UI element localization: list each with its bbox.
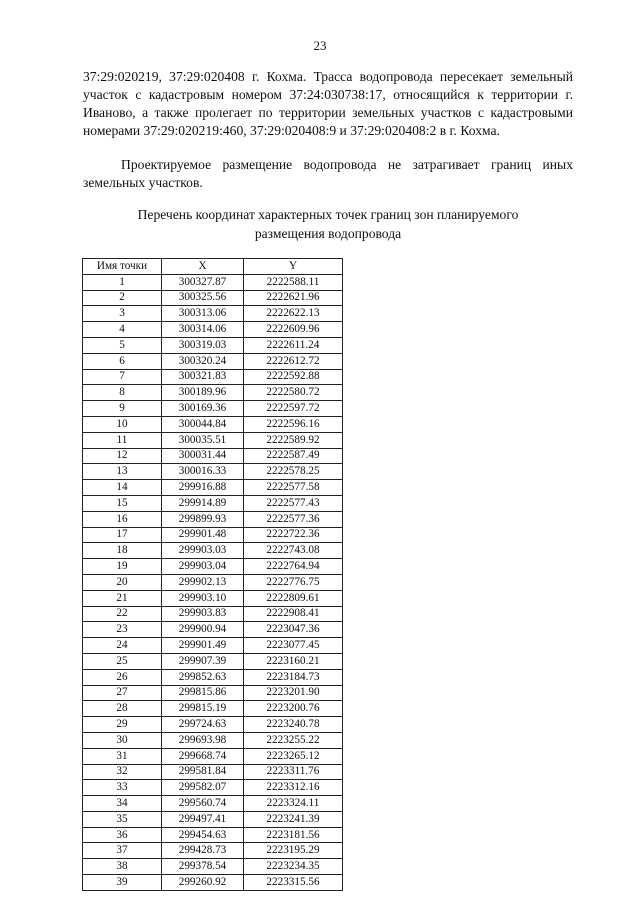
- cell-y: 2223200.76: [244, 701, 343, 717]
- cell-x: 300327.87: [162, 274, 244, 290]
- cell-point-name: 19: [83, 559, 162, 575]
- cell-y: 2222743.08: [244, 543, 343, 559]
- table-row: [83, 859, 343, 875]
- cell-x: 299668.74: [162, 748, 244, 764]
- cell-point-name: 32: [83, 764, 162, 780]
- cell-x: 299581.84: [162, 764, 244, 780]
- cell-y: 2222621.96: [244, 290, 343, 306]
- cell-y: 2222592.88: [244, 369, 343, 385]
- cell-point-name: 3: [83, 306, 162, 322]
- cell-y: 2223160.21: [244, 653, 343, 669]
- table-row: [83, 843, 343, 859]
- cell-x: 299724.63: [162, 717, 244, 733]
- cell-y: 2222577.36: [244, 511, 343, 527]
- table-row: [83, 638, 343, 654]
- cell-x: 299260.92: [162, 875, 244, 891]
- cell-y: 2222589.92: [244, 432, 343, 448]
- table-row: [83, 337, 343, 353]
- coordinates-table-body: [83, 274, 343, 890]
- cell-x: 299907.39: [162, 653, 244, 669]
- cell-y: 2222587.49: [244, 448, 343, 464]
- coordinates-table: [82, 258, 343, 891]
- cell-point-name: 22: [83, 606, 162, 622]
- cell-y: 2223312.16: [244, 780, 343, 796]
- cell-y: 2222908.41: [244, 606, 343, 622]
- cell-y: 2222612.72: [244, 353, 343, 369]
- cell-y: 2222764.94: [244, 559, 343, 575]
- table-row: [83, 732, 343, 748]
- cell-point-name: 38: [83, 859, 162, 875]
- cell-y: 2223315.56: [244, 875, 343, 891]
- table-row: [83, 322, 343, 338]
- cell-x: 299916.88: [162, 480, 244, 496]
- table-row: [83, 464, 343, 480]
- cell-point-name: 28: [83, 701, 162, 717]
- table-row: [83, 401, 343, 417]
- table-row: [83, 701, 343, 717]
- cell-x: 299903.83: [162, 606, 244, 622]
- header-x: X: [162, 259, 244, 275]
- cell-point-name: 21: [83, 590, 162, 606]
- cell-point-name: 33: [83, 780, 162, 796]
- cell-x: 300031.44: [162, 448, 244, 464]
- cell-x: 300313.06: [162, 306, 244, 322]
- cell-y: 2222809.61: [244, 590, 343, 606]
- cell-y: 2223241.39: [244, 811, 343, 827]
- cell-point-name: 26: [83, 669, 162, 685]
- cell-x: 299900.94: [162, 622, 244, 638]
- cell-point-name: 25: [83, 653, 162, 669]
- cell-x: 299497.41: [162, 811, 244, 827]
- table-row: [83, 432, 343, 448]
- table-row: [83, 574, 343, 590]
- table-row: [83, 764, 343, 780]
- cell-x: 299560.74: [162, 796, 244, 812]
- cell-point-name: 7: [83, 369, 162, 385]
- table-row: [83, 416, 343, 432]
- cell-y: 2223201.90: [244, 685, 343, 701]
- cell-y: 2222597.72: [244, 401, 343, 417]
- cell-point-name: 36: [83, 827, 162, 843]
- cell-point-name: 37: [83, 843, 162, 859]
- body-paragraph-1: 37:29:020219, 37:29:020408 г. Кохма. Трасса водопровода пересекает земельный участок с кадастровым номером 37:24:030738:17, относящийся к территории г. Иваново, а также пролегает по территории земельных участков с кадастровыми номерами 37:29:020219:460, 37:29:020408:9 и 37:29:020408:2 в г. Кохма.: [83, 69, 573, 138]
- cell-x: 299903.03: [162, 543, 244, 559]
- cell-x: 299903.04: [162, 559, 244, 575]
- cell-y: 2223195.29: [244, 843, 343, 859]
- table-row: [83, 811, 343, 827]
- body-paragraph-2: Проектируемое размещение водопровода не затрагивает границ иных земельных участков.: [83, 157, 573, 190]
- cell-x: 299815.19: [162, 701, 244, 717]
- cell-y: 2222611.24: [244, 337, 343, 353]
- table-row: [83, 622, 343, 638]
- table-row: [83, 717, 343, 733]
- cell-y: 2222578.25: [244, 464, 343, 480]
- table-row: [83, 653, 343, 669]
- cell-x: 300321.83: [162, 369, 244, 385]
- cell-x: 300169.36: [162, 401, 244, 417]
- cell-point-name: 16: [83, 511, 162, 527]
- page-number: 23: [313, 38, 327, 53]
- cell-y: 2223234.35: [244, 859, 343, 875]
- cell-point-name: 17: [83, 527, 162, 543]
- cell-x: 299852.63: [162, 669, 244, 685]
- cell-x: 300325.56: [162, 290, 244, 306]
- table-row: [83, 559, 343, 575]
- cell-point-name: 15: [83, 495, 162, 511]
- cell-point-name: 30: [83, 732, 162, 748]
- cell-x: 300016.33: [162, 464, 244, 480]
- cell-x: 299899.93: [162, 511, 244, 527]
- cell-point-name: 31: [83, 748, 162, 764]
- header-y: Y: [244, 259, 343, 275]
- table-row: [83, 480, 343, 496]
- cell-point-name: 8: [83, 385, 162, 401]
- cell-x: 300314.06: [162, 322, 244, 338]
- cell-point-name: 1: [83, 274, 162, 290]
- cell-x: 299901.49: [162, 638, 244, 654]
- table-row: [83, 875, 343, 891]
- cell-y: 2223184.73: [244, 669, 343, 685]
- cell-y: 2222596.16: [244, 416, 343, 432]
- cell-y: 2223047.36: [244, 622, 343, 638]
- cell-point-name: 27: [83, 685, 162, 701]
- cell-point-name: 9: [83, 401, 162, 417]
- table-title-line-2: размещения водопровода: [254, 225, 402, 241]
- table-row: [83, 511, 343, 527]
- cell-x: 300189.96: [162, 385, 244, 401]
- table-row: [83, 685, 343, 701]
- cell-point-name: 11: [83, 432, 162, 448]
- cell-point-name: 39: [83, 875, 162, 891]
- table-row: [83, 385, 343, 401]
- cell-y: 2223240.78: [244, 717, 343, 733]
- cell-x: 299902.13: [162, 574, 244, 590]
- table-row: [83, 606, 343, 622]
- cell-point-name: 34: [83, 796, 162, 812]
- table-row: [83, 827, 343, 843]
- cell-x: 300035.51: [162, 432, 244, 448]
- table-row: [83, 527, 343, 543]
- cell-point-name: 6: [83, 353, 162, 369]
- table-row: [83, 274, 343, 290]
- table-row: [83, 495, 343, 511]
- cell-x: 299914.89: [162, 495, 244, 511]
- cell-point-name: 4: [83, 322, 162, 338]
- cell-point-name: 20: [83, 574, 162, 590]
- table-title-line-1: Перечень координат характерных точек границ зон планируемого: [137, 207, 519, 222]
- table-row: [83, 543, 343, 559]
- table-row: [83, 796, 343, 812]
- table-row: [83, 748, 343, 764]
- cell-point-name: 12: [83, 448, 162, 464]
- cell-x: 299378.54: [162, 859, 244, 875]
- cell-point-name: 5: [83, 337, 162, 353]
- cell-y: 2222588.11: [244, 274, 343, 290]
- table-row: [83, 369, 343, 385]
- cell-y: 2222577.58: [244, 480, 343, 496]
- cell-point-name: 13: [83, 464, 162, 480]
- cell-y: 2222722.36: [244, 527, 343, 543]
- cell-y: 2222580.72: [244, 385, 343, 401]
- cell-y: 2223077.45: [244, 638, 343, 654]
- cell-point-name: 2: [83, 290, 162, 306]
- cell-point-name: 24: [83, 638, 162, 654]
- cell-y: 2222622.13: [244, 306, 343, 322]
- header-point-name: Имя точки: [83, 259, 162, 275]
- cell-x: 299582.07: [162, 780, 244, 796]
- cell-x: 299815.86: [162, 685, 244, 701]
- cell-x: 299693.98: [162, 732, 244, 748]
- cell-y: 2222609.96: [244, 322, 343, 338]
- table-title: [83, 206, 573, 243]
- cell-y: 2223265.12: [244, 748, 343, 764]
- table-row: [83, 780, 343, 796]
- cell-x: 300044.84: [162, 416, 244, 432]
- cell-y: 2223324.11: [244, 796, 343, 812]
- cell-point-name: 18: [83, 543, 162, 559]
- cell-x: 299454.63: [162, 827, 244, 843]
- cell-point-name: 10: [83, 416, 162, 432]
- table-row: [83, 669, 343, 685]
- cell-y: 2222577.43: [244, 495, 343, 511]
- table-row: [83, 353, 343, 369]
- cell-x: 300319.03: [162, 337, 244, 353]
- cell-y: 2223311.76: [244, 764, 343, 780]
- cell-x: 299901.48: [162, 527, 244, 543]
- table-row: [83, 306, 343, 322]
- cell-y: 2222776.75: [244, 574, 343, 590]
- table-row: [83, 448, 343, 464]
- cell-x: 300320.24: [162, 353, 244, 369]
- cell-x: 299428.73: [162, 843, 244, 859]
- cell-x: 299903.10: [162, 590, 244, 606]
- cell-point-name: 29: [83, 717, 162, 733]
- cell-point-name: 23: [83, 622, 162, 638]
- cell-y: 2223181.56: [244, 827, 343, 843]
- cell-point-name: 35: [83, 811, 162, 827]
- table-header-row: [83, 259, 343, 275]
- cell-y: 2223255.22: [244, 732, 343, 748]
- cell-point-name: 14: [83, 480, 162, 496]
- table-row: [83, 290, 343, 306]
- table-row: [83, 590, 343, 606]
